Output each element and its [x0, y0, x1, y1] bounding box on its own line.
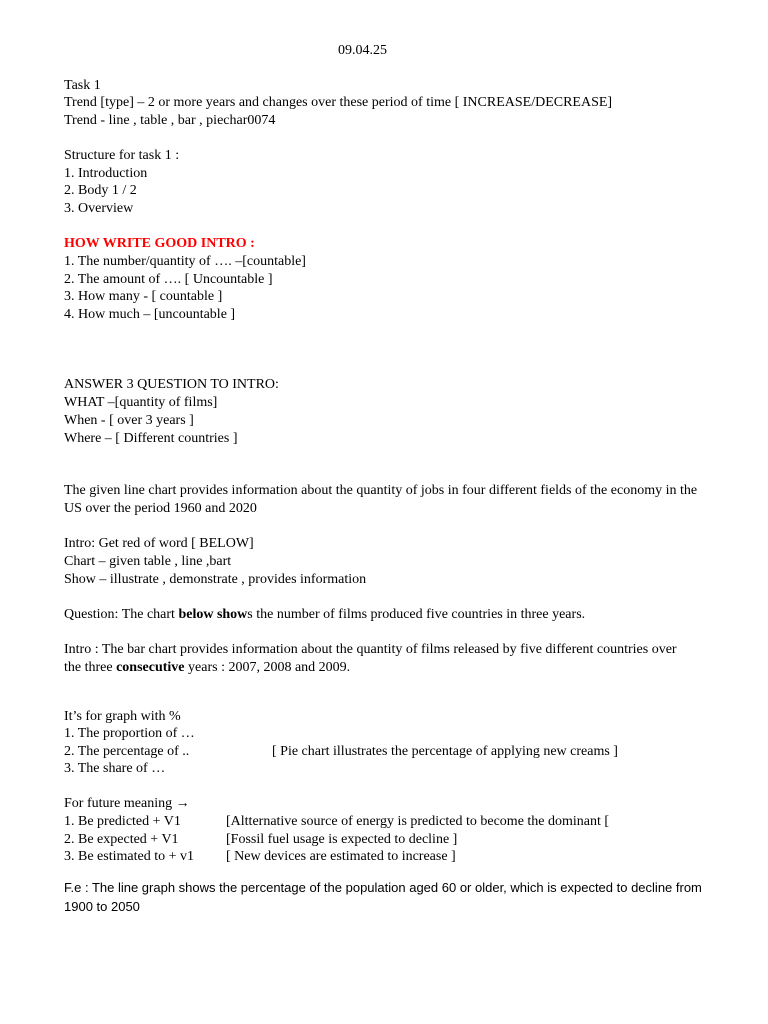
- question-prefix: Question: The chart: [64, 607, 179, 622]
- percent-item: 1. The proportion of …: [64, 726, 195, 741]
- structure-item: 2. Body 1 / 2: [64, 183, 137, 198]
- percent-note: [ Pie chart illustrates the percentage of applying new creams ]: [272, 744, 618, 759]
- intro-howto-item: 3. How many - [ countable ]: [64, 289, 223, 304]
- percent-item: 2. The percentage of ..: [64, 744, 190, 759]
- question-bold: below show: [178, 607, 248, 622]
- future-item-right: [Altternative source of energy is predicted to become the dominant [: [226, 814, 610, 829]
- future-item-right: [ New devices are estimated to increase ]: [226, 849, 456, 864]
- intro-howto-item: 4. How much – [uncountable ]: [64, 307, 236, 322]
- trend-types: Trend - line , table , bar , piechar0074: [64, 113, 276, 128]
- future-item-left: 2. Be expected + V1: [64, 832, 179, 847]
- intro-howto-item: 1. The number/quantity of …. –[countable]: [64, 254, 306, 269]
- intro-example-prefix: the three: [64, 660, 117, 675]
- structure-heading: Structure for task 1 :: [64, 148, 180, 163]
- answer3-item: WHAT –[quantity of films]: [64, 395, 218, 410]
- trend-definition: Trend [type] – 2 or more years and changes over these period of time [ INCREASE/DECREASE]: [64, 95, 613, 110]
- percent-heading: It’s for graph with %: [64, 709, 181, 724]
- future-heading: For future meaning →: [64, 796, 190, 811]
- task-title: Task 1: [64, 78, 101, 93]
- intro-example-line: [64, 659, 350, 677]
- intro-example-bold: consecutive: [116, 660, 185, 675]
- intro-tip: Intro: Get red of word [ BELOW]: [64, 536, 254, 551]
- future-item-left: 1. Be predicted + V1: [64, 814, 181, 829]
- date: 09.04.25: [338, 43, 387, 58]
- example-paragraph-line: US over the period 1960 and 2020: [64, 501, 257, 516]
- answer3-heading: ANSWER 3 QUESTION TO INTRO:: [64, 377, 279, 392]
- intro-tip: Show – illustrate , demonstrate , provides information: [64, 572, 367, 587]
- answer3-item: When - [ over 3 years ]: [64, 413, 194, 428]
- intro-howto-heading: HOW WRITE GOOD INTRO :: [64, 236, 255, 251]
- future-item-right: [Fossil fuel usage is expected to decline ]: [226, 832, 458, 847]
- intro-example-line: Intro : The bar chart provides information about the quantity of films released by five different countries over: [64, 642, 677, 657]
- question-suffix: s the number of films produced five countries in three years.: [247, 607, 586, 622]
- fe-example-line: F.e : The line graph shows the percentage of the population aged 60 or older, which is expected to decline from: [64, 880, 702, 895]
- intro-example-suffix: years : 2007, 2008 and 2009.: [184, 660, 351, 675]
- example-paragraph-line: The given line chart provides information about the quantity of jobs in four different fields of the economy in the: [64, 483, 698, 498]
- intro-tip: Chart – given table , line ,bart: [64, 554, 232, 569]
- structure-item: 3. Overview: [64, 201, 134, 216]
- future-item-left: 3. Be estimated to + v1: [64, 849, 194, 864]
- structure-item: 1. Introduction: [64, 166, 148, 181]
- intro-howto-item: 2. The amount of …. [ Uncountable ]: [64, 272, 273, 287]
- percent-item: 3. The share of …: [64, 761, 166, 776]
- fe-example-line: 1900 to 2050: [64, 899, 140, 914]
- question-line: [64, 606, 585, 624]
- answer3-item: Where – [ Different countries ]: [64, 431, 238, 446]
